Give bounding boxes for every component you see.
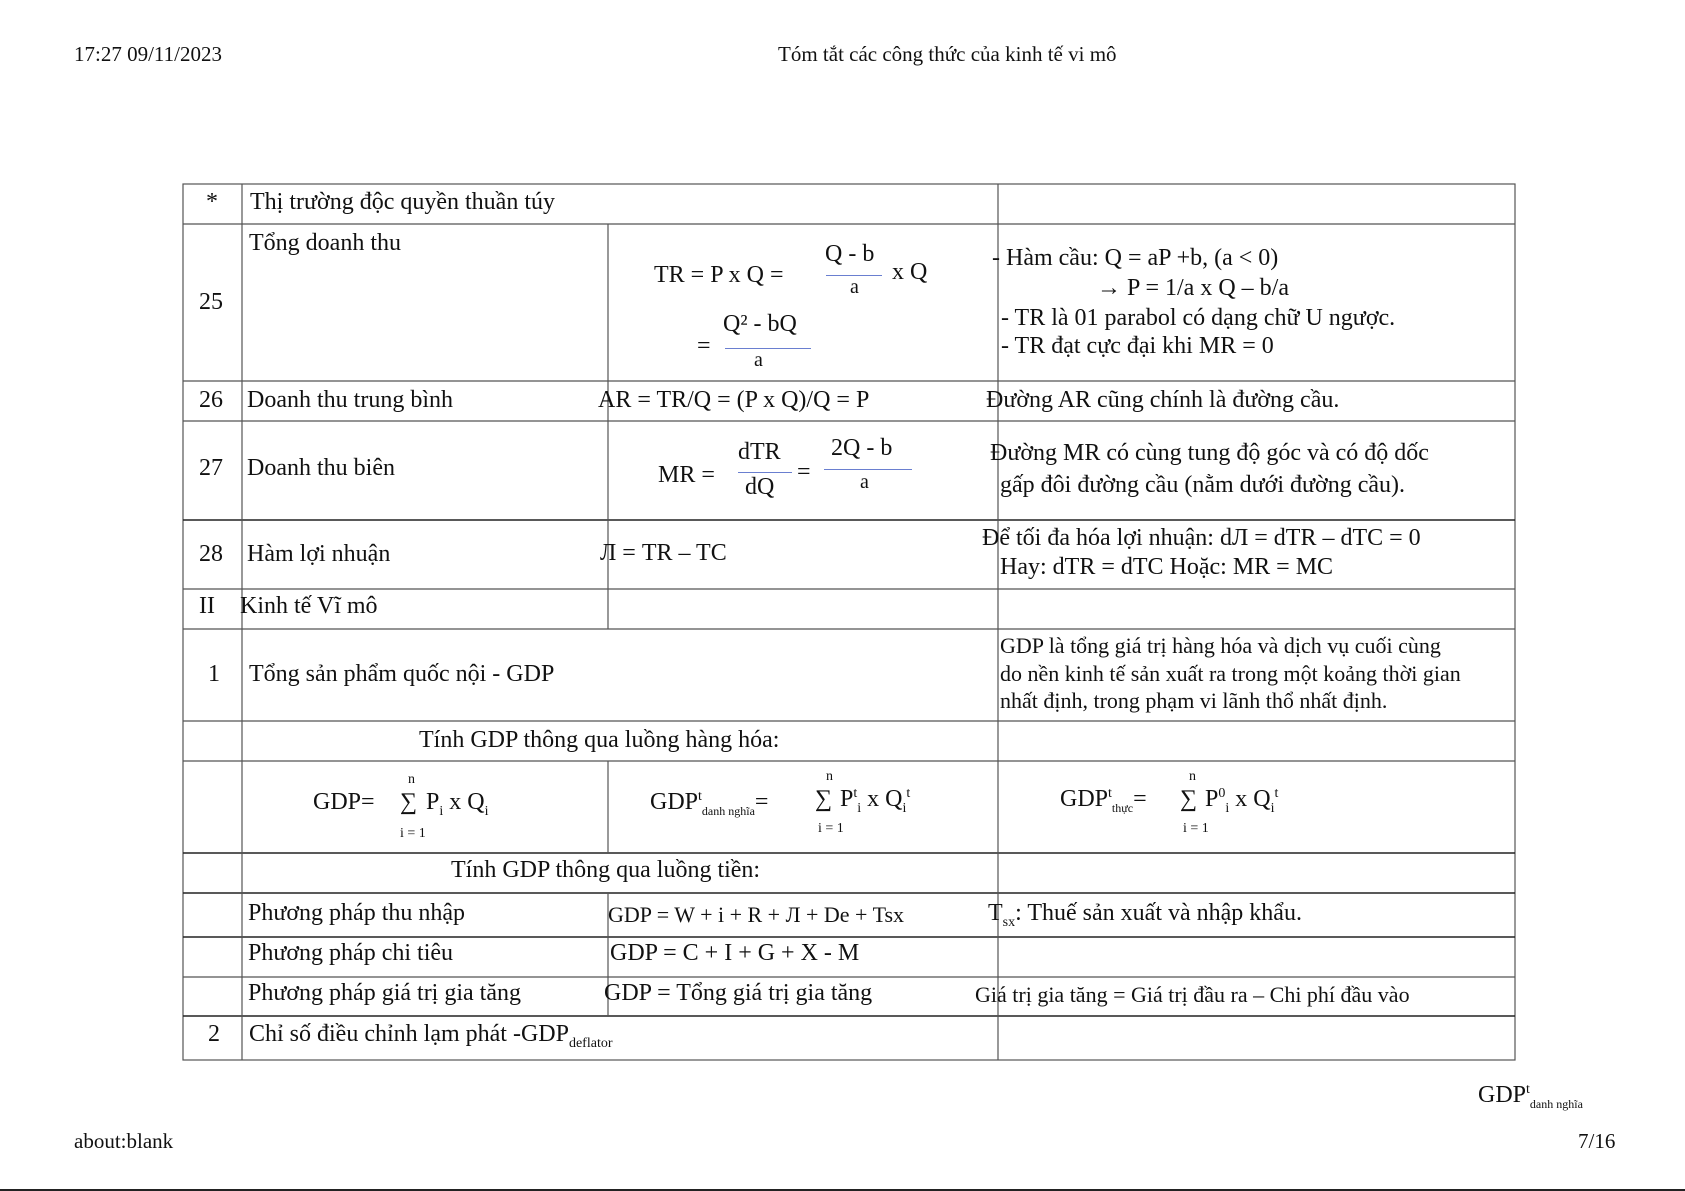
- row-number: 27: [199, 455, 223, 481]
- heading-gdp-goods-flow: Tính GDP thông qua luồng hàng hóa:: [419, 727, 780, 753]
- formula-tr-lhs: TR = P x Q =: [654, 262, 784, 288]
- heading-gdp-money-flow: Tính GDP thông qua luồng tiền:: [451, 857, 761, 883]
- document-title: Tóm tắt các công thức của kinh tế vi mô: [778, 42, 1117, 66]
- row-number: II: [199, 593, 215, 619]
- method-label-spending: Phương pháp chi tiêu: [248, 940, 454, 966]
- row-number: 1: [208, 661, 220, 687]
- note-gdp-definition-1: GDP là tổng giá trị hàng hóa và dịch vụ cuối cùng: [1000, 633, 1441, 658]
- row-label-total-revenue: Tổng doanh thu: [249, 230, 401, 256]
- formula-value-added-method: GDP = Tổng giá trị gia tăng: [604, 980, 873, 1006]
- formula-mr-denominator-2: a: [860, 471, 869, 493]
- method-label-income: Phương pháp thu nhập: [248, 900, 466, 926]
- page-url: about:blank: [74, 1129, 174, 1153]
- row-label-gdp: Tổng sản phẩm quốc nội - GDP: [249, 661, 555, 687]
- gdp-formula-body: $P_i$ x $Q_i$: [426, 789, 489, 819]
- formula-mr-lhs: MR =: [658, 462, 715, 488]
- sum-symbol: ∑: [400, 789, 418, 815]
- sum-lower-limit: i = 1: [818, 821, 844, 836]
- row-number: *: [206, 189, 218, 215]
- formula-income-method: GDP = W + i + R + Л + De + Tsx: [608, 902, 905, 927]
- sum-upper-limit: n: [408, 772, 415, 787]
- formula-spending-method: GDP = C + I + G + X - M: [610, 940, 860, 966]
- note-value-added: Giá trị gia tăng = Giá trị đầu ra – Chi phí đầu vào: [975, 982, 1410, 1007]
- fraction-bar: [824, 469, 912, 470]
- section-title-monopoly: Thị trường độc quyền thuần túy: [250, 189, 555, 215]
- note-tr-max: - TR đạt cực đại khi MR = 0: [1001, 333, 1274, 359]
- method-label-value-added: Phương pháp giá trị gia tăng: [248, 980, 521, 1006]
- formula-profit: Л = TR – TC: [600, 540, 727, 566]
- note-profit-max-1: Để tối đa hóa lợi nhuận: dЛ = dTR – dTC = 0: [982, 525, 1421, 551]
- formula-mr-numerator-2: 2Q - b: [831, 435, 893, 461]
- sum-lower-limit: i = 1: [400, 826, 426, 841]
- formula-tr-eq2: =: [697, 333, 711, 359]
- note-tr-parabola: - TR là 01 parabol có dạng chữ U ngược.: [1001, 305, 1396, 331]
- sum-symbol: ∑: [1180, 786, 1198, 812]
- gdp-real-lhs: $GDP^t_{thực}=$: [1060, 786, 1147, 815]
- gdp-real-body: $P^0_i$ x $Q_i^t$: [1205, 786, 1279, 816]
- gdp-nominal-lhs: $GDP^t_{danh nghĩa}=$: [650, 789, 769, 818]
- note-mr-slope-1: Đường MR có cùng tung độ góc và có độ dốc: [990, 440, 1429, 466]
- formula-tr-denominator-2: a: [754, 349, 763, 371]
- page-number: 7/16: [1578, 1129, 1616, 1153]
- note-demand-function: - Hàm cầu: Q = aP +b, (a < 0): [992, 245, 1279, 271]
- row-label-gdp-deflator: Chỉ số điều chỉnh lạm phát $-GDP_{deflator}$: [249, 1021, 613, 1051]
- note-tsx: $T_{sx}$: Thuế sản xuất và nhập khẩu.: [988, 900, 1302, 930]
- section-title-macro: Kinh tế Vĩ mô: [240, 593, 378, 619]
- gdp-nominal-body: $P^t_i$ x $Q_i^t$: [840, 786, 911, 816]
- formula-tr-numerator: Q - b: [825, 241, 875, 267]
- sum-lower-limit: i = 1: [1183, 821, 1209, 836]
- row-number: 26: [199, 387, 223, 413]
- formula-mr-numerator: dTR: [738, 439, 781, 465]
- sum-upper-limit: n: [826, 769, 833, 784]
- row-number: 25: [199, 289, 223, 315]
- fraction-bar: [738, 472, 792, 473]
- note-gdp-definition-3: nhất định, trong phạm vi lãnh thổ nhất định.: [1000, 688, 1388, 713]
- formula-mr-eq: =: [797, 459, 811, 485]
- formula-ar: AR = TR/Q = (P x Q)/Q = P: [598, 387, 870, 413]
- gdp-formula-lhs: GDP=: [313, 789, 375, 815]
- row-label-average-revenue: Doanh thu trung bình: [247, 387, 453, 413]
- sum-upper-limit: n: [1189, 769, 1196, 784]
- note-inverse-demand: → P = 1/a x Q – b/a: [1097, 275, 1289, 301]
- print-timestamp: 17:27 09/11/2023: [74, 42, 222, 66]
- formula-tr-denominator: a: [850, 276, 859, 298]
- note-gdp-definition-2: do nền kinh tế sản xuất ra trong một koảng thời gian: [1000, 661, 1461, 686]
- note-ar-demand: Đường AR cũng chính là đường cầu.: [986, 387, 1340, 413]
- sum-symbol: ∑: [815, 786, 833, 812]
- formula-tr-tail: x Q: [892, 259, 928, 285]
- overflow-gdp-nominal: $GDP^t_{danh nghĩa}$: [1478, 1082, 1583, 1111]
- row-number: 2: [208, 1021, 220, 1047]
- row-label-profit-function: Hàm lợi nhuận: [247, 541, 391, 567]
- row-number: 28: [199, 541, 223, 567]
- formula-mr-denominator: dQ: [745, 474, 775, 500]
- fraction-bar: [725, 348, 811, 349]
- note-mr-slope-2: gấp đôi đường cầu (nằm dưới đường cầu).: [1000, 472, 1405, 498]
- formula-tr-numerator-2: Q² - bQ: [723, 311, 797, 337]
- row-label-marginal-revenue: Doanh thu biên: [247, 455, 395, 481]
- note-profit-max-2: Hay: dTR = dTC Hoặc: MR = MC: [1000, 554, 1334, 580]
